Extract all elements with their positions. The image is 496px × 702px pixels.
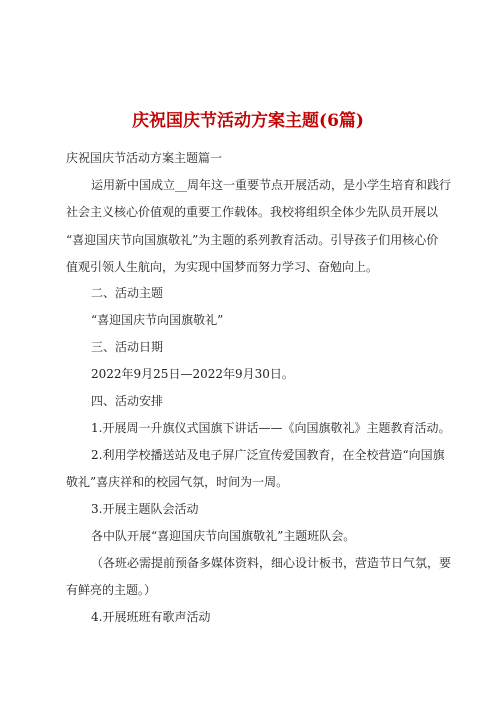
schedule-item-2-line-1: 2.利用学校播送站及电子屏广泛宣传爱国教育，在全校营造“向国旗 (91, 448, 445, 462)
article-subtitle: 庆祝国庆节活动方案主题篇一 (66, 151, 223, 165)
schedule-item-4: 4.开展班班有歌声活动 (91, 610, 211, 624)
dates-text: 2022年9月25日—2022年9月30日。 (91, 367, 294, 381)
document-title: 庆祝国庆节活动方案主题(6篇) (132, 111, 364, 131)
schedule-item-2-line-2: 敬礼”喜庆祥和的校园气氛，时间为一周。 (66, 475, 289, 489)
intro-line-4: 值观引领人生航向，为实现中国梦而努力学习、奋勉向上。 (66, 260, 379, 274)
section-heading-dates: 三、活动日期 (91, 340, 164, 354)
note-line-1: （各班必需提前预备多媒体资料，细心设计板书，营造节日气氛，要 (91, 556, 452, 570)
intro-line-3: “喜迎国庆节向国旗敬礼”为主题的系列教育活动。引导孩子们用核心价 (66, 233, 439, 247)
intro-line-2: 社会主义核心价值观的重要工作载体。我校将组织全体少先队员开展以 (66, 205, 439, 219)
schedule-item-1: 1.开展周一升旗仪式国旗下讲话——《向国旗敬礼》主题教育活动。 (91, 421, 451, 435)
schedule-item-3-desc: 各中队开展“喜迎国庆节向国旗敬礼”主题班队会。 (91, 529, 356, 543)
note-line-2: 有鲜亮的主题。） (66, 583, 157, 597)
intro-line-1: 运用新中国成立__周年这一重要节点开展活动，是小学生培育和践行 (91, 178, 452, 192)
schedule-item-3: 3.开展主题队会活动 (91, 502, 199, 516)
section-heading-schedule: 四、活动安排 (91, 394, 164, 408)
section-heading-theme: 二、活动主题 (91, 286, 164, 300)
theme-text: “喜迎国庆节向国旗敬礼” (91, 313, 224, 327)
